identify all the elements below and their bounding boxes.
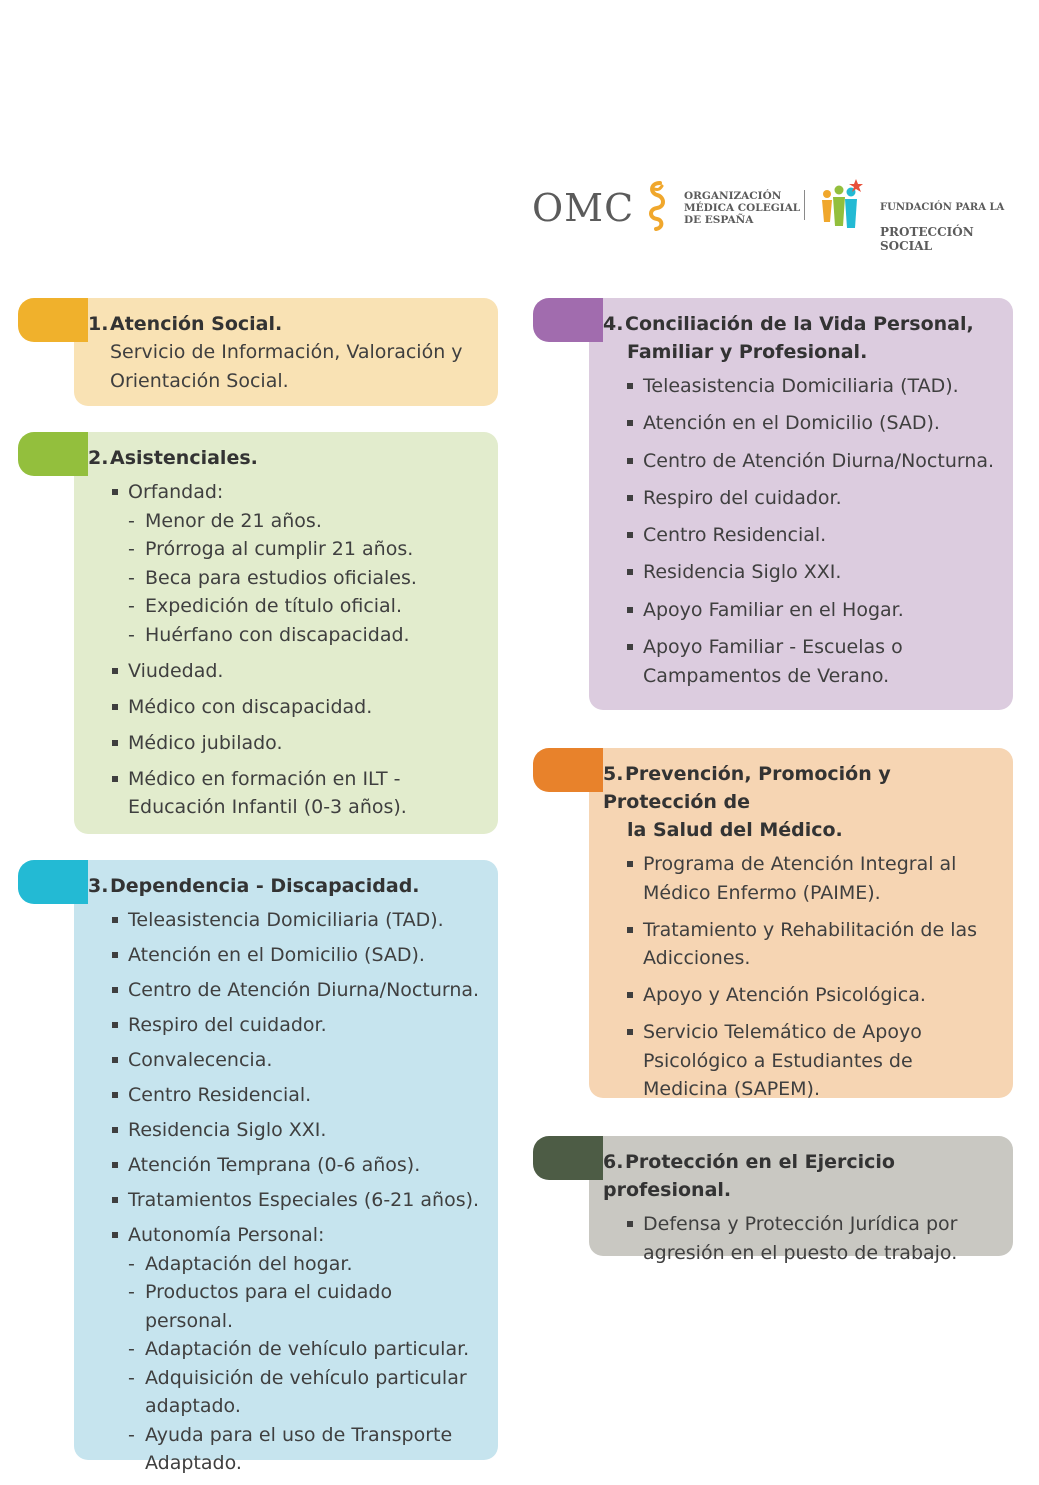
list-item: Atención en el Domicilio (SAD). <box>603 409 999 438</box>
sub-list-item: - Productos para el cuidado personal. <box>114 1278 484 1335</box>
section-proteccion-ejercicio <box>589 1136 1013 1264</box>
logo-separator <box>804 190 805 220</box>
sub-list-item: - Expedición de título oficial. <box>114 592 484 621</box>
fundacion-name <box>880 190 1022 254</box>
list-item: Apoyo y Atención Psicológica. <box>603 981 999 1010</box>
sub-list-item: - Prórroga al cumplir 21 años. <box>114 535 484 564</box>
sub-list-item: - Adaptación del hogar. <box>114 1250 484 1279</box>
section-list <box>603 372 999 690</box>
list-item: Apoyo Familiar - Escuelas o Campamentos de Verano. <box>603 633 999 690</box>
sub-list-item: - Ayuda para el uso de Transporte Adaptado. <box>114 1421 484 1478</box>
list-item: Programa de Atención Integral al Médico Enfermo (PAIME). <box>603 850 999 907</box>
section-title: 1.Atención Social. <box>88 313 283 335</box>
sub-list-item: - Menor de 21 años. <box>114 507 484 536</box>
list-item: Teleasistencia Domiciliaria (TAD). <box>88 906 484 935</box>
list-item: Tratamientos Especiales (6-21 años). <box>88 1186 484 1215</box>
section-color-tab <box>18 298 88 342</box>
section-title: 3.Dependencia - Discapacidad. <box>88 875 420 897</box>
section-list <box>603 850 999 1104</box>
list-item: Teleasistencia Domiciliaria (TAD). <box>603 372 999 401</box>
section-asistenciales <box>74 432 498 834</box>
section-color-tab <box>18 432 88 476</box>
list-item: Orfandad: - Menor de 21 años. - Prórroga al cumplir 21 años. - Beca para estudios oficiales. - Expedición de título oficial. - Huérfano con discapacidad. <box>88 478 484 649</box>
section-color-tab <box>18 860 88 904</box>
list-item: Atención Temprana (0-6 años). <box>88 1151 484 1180</box>
list-item: Defensa y Protección Jurídica por agresión en el puesto de trabajo. <box>603 1210 999 1267</box>
list-item: Centro de Atención Diurna/Nocturna. <box>88 976 484 1005</box>
list-item: Centro Residencial. <box>88 1081 484 1110</box>
list-item: Autonomía Personal: - Adaptación del hogar. - Productos para el cuidado personal. - Adaptación de vehículo particular. - Adquisición de vehículo particular adaptado. - Ayuda para el uso de Transporte Adaptado. <box>88 1221 484 1478</box>
section-conciliacion <box>589 298 1013 710</box>
list-item: Servicio Telemático de Apoyo Psicológico a Estudiantes de Medicina (SAPEM). <box>603 1018 999 1104</box>
list-item: Convalecencia. <box>88 1046 484 1075</box>
list-item: Tratamiento y Rehabilitación de las Adicciones. <box>603 916 999 973</box>
list-item: Viudedad. <box>88 657 484 686</box>
list-item: Médico con discapacidad. <box>88 693 484 722</box>
fundacion-name-line1: FUNDACIÓN PARA LA <box>880 202 1005 213</box>
sub-list-item: - Adaptación de vehículo particular. <box>114 1335 484 1364</box>
section-color-tab <box>533 1136 603 1180</box>
list-item: Atención en el Domicilio (SAD). <box>88 941 484 970</box>
list-item: Residencia Siglo XXI. <box>88 1116 484 1145</box>
section-list <box>88 478 484 822</box>
omc-serpent-icon <box>644 180 670 232</box>
list-item: Centro Residencial. <box>603 521 999 550</box>
section-atencion-social <box>74 298 498 406</box>
header-logos <box>532 176 1022 253</box>
section-title: 2.Asistenciales. <box>88 447 258 469</box>
omc-logo-text: OMC <box>532 186 635 230</box>
section-title: 5.Prevención, Promoción y Protección de la Salud del Médico. <box>603 763 891 841</box>
sub-list-item: - Adquisición de vehículo particular adaptado. <box>114 1364 484 1421</box>
list-item: Centro de Atención Diurna/Nocturna. <box>603 447 999 476</box>
section-list <box>603 1210 999 1267</box>
sub-list <box>114 1250 484 1478</box>
section-title: 4.Conciliación de la Vida Personal, Familiar y Profesional. <box>603 313 974 363</box>
list-item: Médico en formación en ILT - Educación Infantil (0-3 años). <box>88 765 484 822</box>
list-item: Respiro del cuidador. <box>88 1011 484 1040</box>
list-item: Médico jubilado. <box>88 729 484 758</box>
list-item: Apoyo Familiar en el Hogar. <box>603 596 999 625</box>
sub-list-item: - Huérfano con discapacidad. <box>114 621 484 650</box>
fundacion-figures-icon <box>818 176 864 232</box>
section-color-tab <box>533 298 603 342</box>
list-item: Respiro del cuidador. <box>603 484 999 513</box>
section-dependencia-discapacidad <box>74 860 498 1474</box>
list-item: Residencia Siglo XXI. <box>603 558 999 587</box>
section-prevencion-salud <box>589 748 1013 1098</box>
fundacion-name-line2: PROTECCIÓN SOCIAL <box>880 225 974 253</box>
section-title: 6.Protección en el Ejercicio profesional. <box>603 1151 895 1201</box>
org-name: ORGANIZACIÓN MÉDICA COLEGIAL DE ESPAÑA <box>684 190 801 226</box>
section-subtitle: Servicio de Información, Valoración y Orientación Social. <box>110 341 463 392</box>
section-list <box>88 906 484 1478</box>
sub-list <box>114 507 484 650</box>
sub-list-item: - Beca para estudios oficiales. <box>114 564 484 593</box>
section-color-tab <box>533 748 603 792</box>
